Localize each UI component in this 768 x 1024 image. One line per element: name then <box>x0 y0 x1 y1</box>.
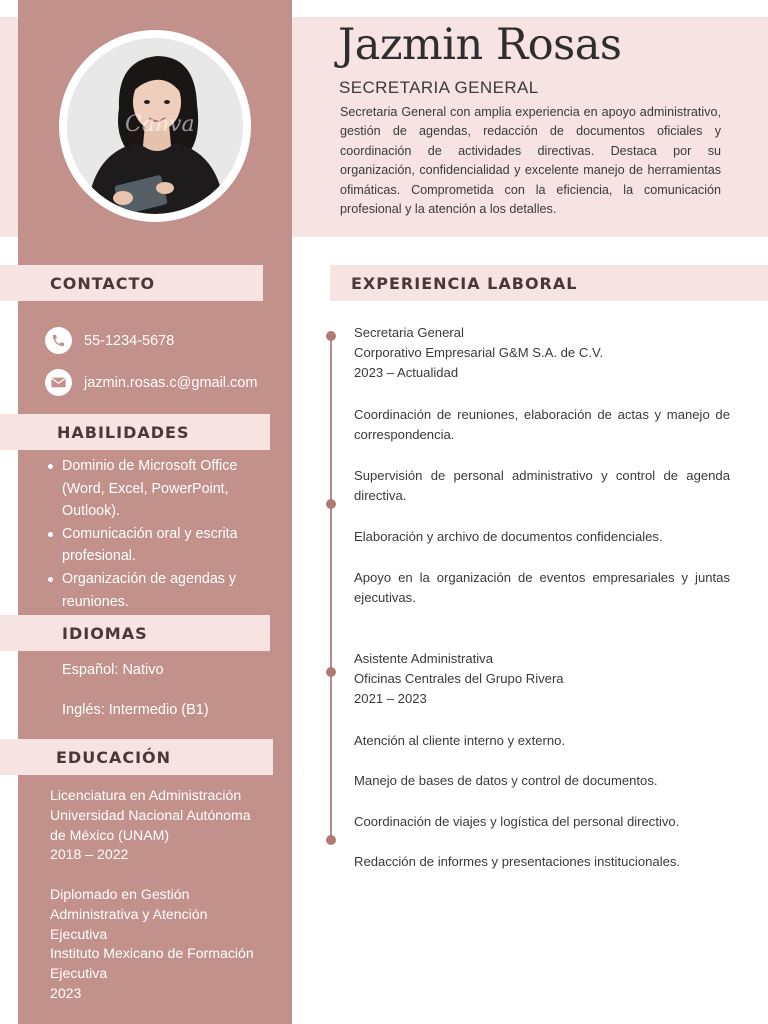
timeline-dot <box>326 835 336 845</box>
education-degree: Diplomado en Gestión Administrativa y Atención Ejecutiva <box>50 886 208 942</box>
skill-item: Dominio de Microsoft Office (Word, Excel, PowerPoint, Outlook). <box>46 455 272 523</box>
education-entry <box>50 885 280 1004</box>
contact-email <box>45 369 257 396</box>
skill-item: Organización de agendas y reuniones. <box>46 568 272 613</box>
job-task: Atención al cliente interno y externo. <box>354 733 566 748</box>
language-item: Español: Nativo <box>62 662 164 678</box>
job-task: Coordinación de viajes y logística del personal directivo. <box>354 814 680 829</box>
job-entry <box>354 323 730 383</box>
experience-heading: EXPERIENCIA LABORAL <box>330 265 768 301</box>
job-task: Elaboración y archivo de documentos confidenciales. <box>354 529 663 544</box>
job-role: Secretaria General <box>354 325 464 340</box>
skill-item: Comunicación oral y escrita profesional. <box>46 523 272 568</box>
job-task: Coordinación de reuniones, elaboración de actas y manejo de correspondencia. <box>354 407 730 443</box>
skills-list <box>46 455 272 613</box>
job-task: Supervisión de personal administrativo y control de agenda directiva. <box>354 468 730 504</box>
job-company: Oficinas Centrales del Grupo Rivera <box>354 671 564 687</box>
education-degree: Licenciatura en Administración <box>50 787 242 803</box>
job-company: Corporativo Empresarial G&M S.A. de C.V. <box>354 345 604 361</box>
profile-summary: Secretaria General con amplia experiencia en apoyo administrativo, gestión de agendas, redacción de documentos oficiales y coordinación de actividades directivas. Destaca por su organización, confidencialidad y excelente manejo de herramientas ofimáticas. Comprometida con la eficiencia, la comunicación profesional y la atención a los detalles. <box>340 105 721 217</box>
profile-photo <box>67 38 243 214</box>
timeline-line <box>330 335 332 840</box>
education-dates: 2018 – 2022 <box>50 846 129 863</box>
timeline-dot <box>326 667 336 677</box>
email-address[interactable]: jazmin.rosas.c@gmail.com <box>84 374 258 391</box>
job-title: SECRETARIA GENERAL <box>339 78 539 97</box>
job-task: Redacción de informes y presentaciones institucionales. <box>354 854 681 869</box>
education-entry <box>50 786 280 865</box>
phone-number[interactable]: 55-1234-5678 <box>84 332 175 349</box>
email-icon <box>45 369 72 396</box>
job-task: Apoyo en la organización de eventos empresariales y juntas ejecutivas. <box>354 570 730 606</box>
timeline-dot <box>326 499 336 509</box>
job-entry <box>354 649 730 709</box>
language-item: Inglés: Intermedio (B1) <box>62 702 209 718</box>
education-school: Universidad Nacional Autónoma de México (UNAM) <box>50 806 251 843</box>
person-name: Jazmin Rosas <box>338 20 622 70</box>
job-dates: 2021 – 2023 <box>354 691 427 707</box>
job-role: Asistente Administrativa <box>354 651 493 666</box>
education-school: Instituto Mexicano de Formación Ejecutiva <box>50 945 254 982</box>
job-dates: 2023 – Actualidad <box>354 365 459 381</box>
languages-heading: IDIOMAS <box>0 615 270 651</box>
contact-phone <box>45 327 174 354</box>
skills-heading: HABILIDADES <box>0 414 270 450</box>
contact-heading: CONTACTO <box>0 265 263 301</box>
education-dates: 2023 <box>50 984 82 1001</box>
job-task: Manejo de bases de datos y control de documentos. <box>354 773 658 788</box>
photo-watermark: Canva <box>125 112 195 137</box>
phone-icon <box>45 327 72 354</box>
timeline-dot <box>326 331 336 341</box>
education-heading: EDUCACIÓN <box>0 739 273 775</box>
